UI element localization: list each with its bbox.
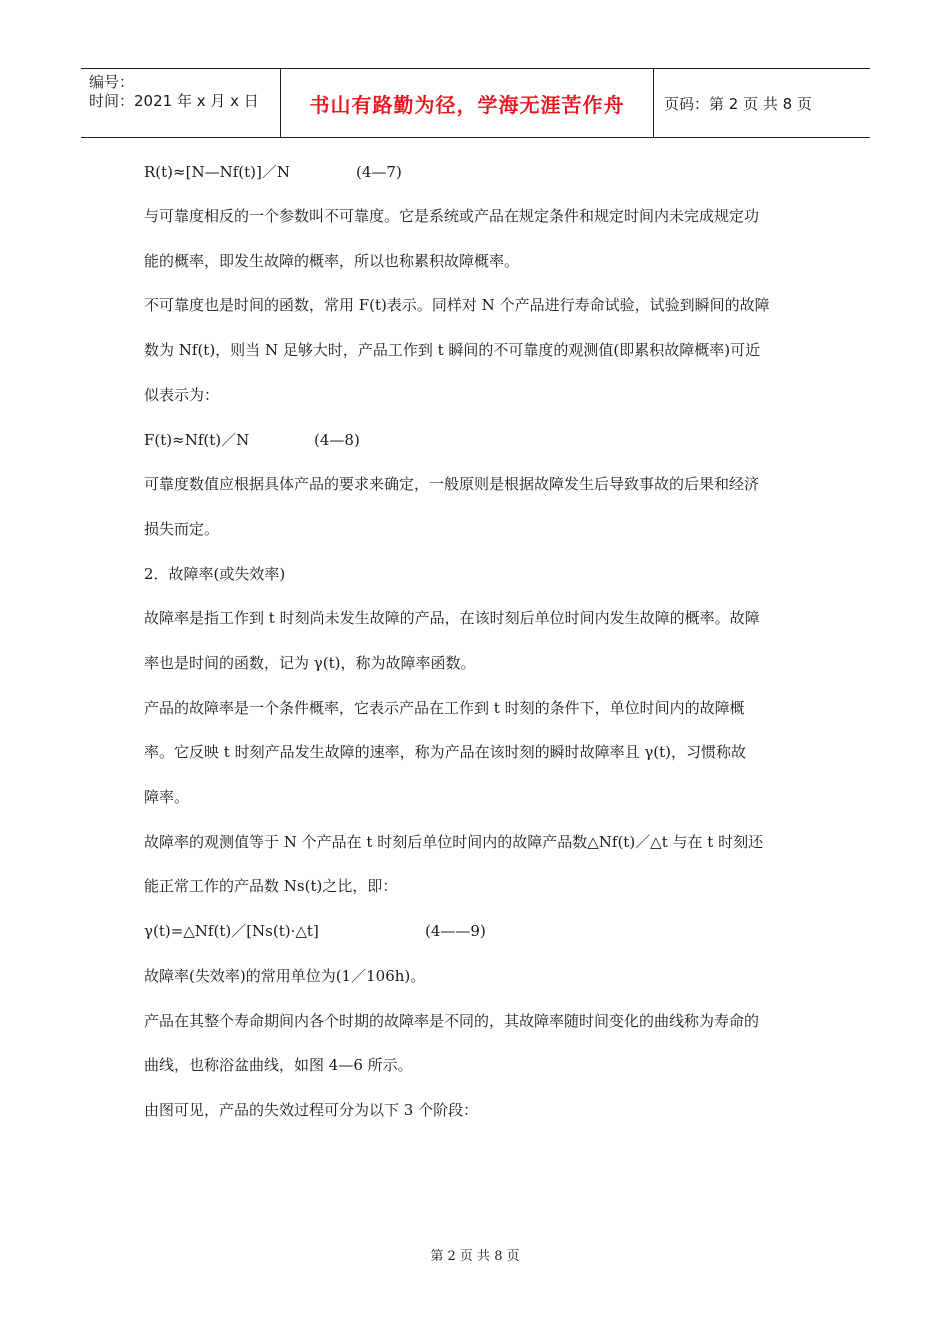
paragraph-line: 故障率的观测值等于 N 个产品在 t 时刻后单位时间内的故障产品数△Nf(t)／△t 与在 t 时刻还 [144, 833, 764, 851]
equation-4-9 [144, 921, 824, 941]
paragraph-line: 能正常工作的产品数 Ns(t)之比，即： [144, 877, 398, 895]
doc-date: 时间：2021 年 x 月 x 日 [89, 92, 259, 110]
header-page-info: 页码：第 2 页 共 8 页 [664, 94, 812, 113]
doc-number: 编号： [89, 73, 135, 91]
paragraph-line: 产品的故障率是一个条件概率，它表示产品在工作到 t 时刻的条件下，单位时间内的故障概 [144, 699, 745, 717]
page-header [81, 68, 870, 138]
paragraph-line: 障率。 [144, 788, 190, 806]
page-footer: 第 2 页 共 8 页 [430, 1249, 520, 1264]
paragraph-line: 故障率(失效率)的常用单位为(1／106h)。 [144, 967, 426, 985]
header-motto: 书山有路勤为径，学海无涯苦作舟 [281, 69, 654, 137]
paragraph-line: 似表示为： [144, 386, 220, 404]
equation-text: γ(t)=△Nf(t)／[Ns(t)·△t] [144, 922, 319, 940]
equation-text: F(t)≈Nf(t)／N [144, 431, 250, 449]
paragraph-line: 由图可见，产品的失效过程可分为以下 3 个阶段： [144, 1101, 479, 1119]
equation-number: (4—8) [314, 431, 360, 449]
paragraph-line: 率。它反映 t 时刻产品发生故障的速率，称为产品在该时刻的瞬时故障率且 γ(t)，习惯称故 [144, 743, 747, 761]
header-info-cell [81, 69, 281, 137]
paragraph-line: 数为 Nf(t)，则当 N 足够大时，产品工作到 t 瞬间的不可靠度的观测值(即累积故障概率)可近 [144, 341, 761, 359]
equation-number: (4—7) [356, 163, 402, 181]
paragraph-line: 可靠度数值应根据具体产品的要求来确定，一般原则是根据故障发生后导致事故的后果和经济 [144, 475, 760, 493]
paragraph-line: 曲线，也称浴盆曲线，如图 4—6 所示。 [144, 1056, 413, 1074]
paragraph-line: 故障率是指工作到 t 时刻尚未发生故障的产品，在该时刻后单位时间内发生故障的概率。故障 [144, 609, 760, 627]
equation-4-7 [144, 162, 824, 182]
equation-4-8 [144, 430, 824, 450]
paragraph-line: 损失而定。 [144, 520, 220, 538]
paragraph-line: 率也是时间的函数，记为 γ(t)，称为故障率函数。 [144, 654, 476, 672]
paragraph-line: 不可靠度也是时间的函数，常用 F(t)表示。同样对 N 个产品进行寿命试验，试验到瞬间的故障 [144, 296, 770, 314]
equation-text: R(t)≈[N—Nf(t)]／N [144, 163, 290, 181]
paragraph-line: 能的概率，即发生故障的概率，所以也称累积故障概率。 [144, 252, 520, 270]
paragraph-line: 与可靠度相反的一个参数叫不可靠度。它是系统或产品在规定条件和规定时间内未完成规定功 [144, 207, 760, 225]
section-heading: 2．故障率(或失效率) [144, 565, 286, 583]
equation-number: (4——9) [425, 922, 486, 940]
paragraph-line: 产品在其整个寿命期间内各个时期的故障率是不同的，其故障率随时间变化的曲线称为寿命的 [144, 1012, 760, 1030]
